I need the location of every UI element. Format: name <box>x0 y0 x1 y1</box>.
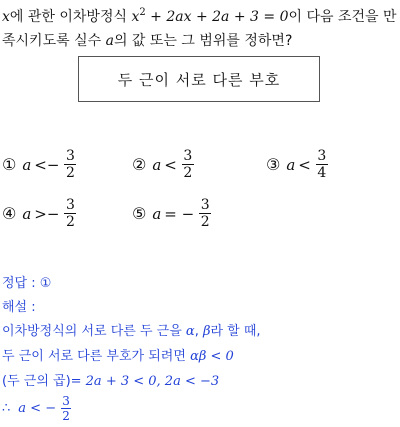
beta: β <box>202 324 211 339</box>
option-relation: >− <box>34 204 60 223</box>
fraction-numerator: 3 <box>65 197 75 213</box>
option-5[interactable] <box>132 197 211 230</box>
option-number: ④ <box>2 204 17 223</box>
option-relation: = − <box>164 204 195 223</box>
fraction-denominator: 2 <box>200 214 210 230</box>
option-var: a <box>286 155 296 174</box>
solution-text: 이차방정식의 서로 다른 두 근을 <box>2 324 186 339</box>
var-x: x <box>2 9 10 25</box>
condition-box: 두 근이 서로 다른 부호 <box>78 56 320 102</box>
option-fraction <box>316 148 328 181</box>
question-line-2 <box>2 30 292 50</box>
alpha: α <box>185 324 195 339</box>
fraction-denominator: 4 <box>317 165 327 181</box>
product-equation: = 2a + 3 < 0, 2a < −3 <box>70 374 220 389</box>
fraction-denominator: 2 <box>62 409 70 423</box>
option-var: a <box>152 204 162 223</box>
solution-line-2 <box>2 345 234 364</box>
option-relation: < <box>298 155 311 174</box>
option-relation: < <box>164 155 177 174</box>
option-relation: <− <box>34 155 60 174</box>
fraction-denominator: 2 <box>65 165 75 181</box>
option-fraction <box>199 197 211 230</box>
equation-exponent: 2 <box>139 7 146 18</box>
question-text: 에 관한 이차방정식 <box>9 9 132 25</box>
equation-rest: + 2ax + 2a + 3 = 0 <box>145 9 289 25</box>
option-number: ③ <box>266 155 281 174</box>
option-3[interactable] <box>266 148 328 181</box>
therefore-icon: ∴ <box>2 401 11 416</box>
fraction-numerator: 3 <box>317 148 327 164</box>
option-var: a <box>22 155 32 174</box>
fraction-denominator: 2 <box>65 214 75 230</box>
question-text: 족시키도록 실수 <box>2 33 106 49</box>
explanation-label: 해설 : <box>2 300 36 315</box>
fraction-numerator: 3 <box>183 148 193 164</box>
solution-text: 라 할 때, <box>210 324 261 339</box>
option-fraction <box>64 197 76 230</box>
question-text: 의 값 또는 그 범위를 정하면? <box>113 33 293 49</box>
solution-line-4 <box>2 394 71 423</box>
solution-text: , <box>194 324 203 339</box>
final-fraction <box>61 394 71 423</box>
question-line-1 <box>2 6 397 26</box>
solution-text: 두 근이 서로 다른 부호가 되려면 <box>2 349 191 364</box>
solution-line-3 <box>2 370 219 389</box>
option-var: a <box>22 204 32 223</box>
question-text: 이 다음 조건을 만 <box>288 9 397 25</box>
option-2[interactable] <box>132 148 194 181</box>
option-fraction <box>64 148 76 181</box>
option-var: a <box>152 155 162 174</box>
fraction-numerator: 3 <box>62 394 70 408</box>
product-condition: αβ < 0 <box>190 349 234 364</box>
option-fraction <box>182 148 194 181</box>
option-number: ② <box>132 155 147 174</box>
answer: 정답 : ① <box>2 276 52 291</box>
var-a: a <box>105 33 114 49</box>
option-number: ① <box>2 155 17 174</box>
option-number: ⑤ <box>132 204 147 223</box>
fraction-denominator: 2 <box>183 165 193 181</box>
equation-x: x <box>131 9 140 25</box>
option-1[interactable] <box>2 148 76 181</box>
fraction-numerator: 3 <box>200 197 210 213</box>
final-inequality: a < − <box>18 401 57 416</box>
solution-line-1 <box>2 320 261 339</box>
option-4[interactable] <box>2 197 76 230</box>
solution-text: (두 근의 곱) <box>2 374 71 389</box>
fraction-numerator: 3 <box>65 148 75 164</box>
